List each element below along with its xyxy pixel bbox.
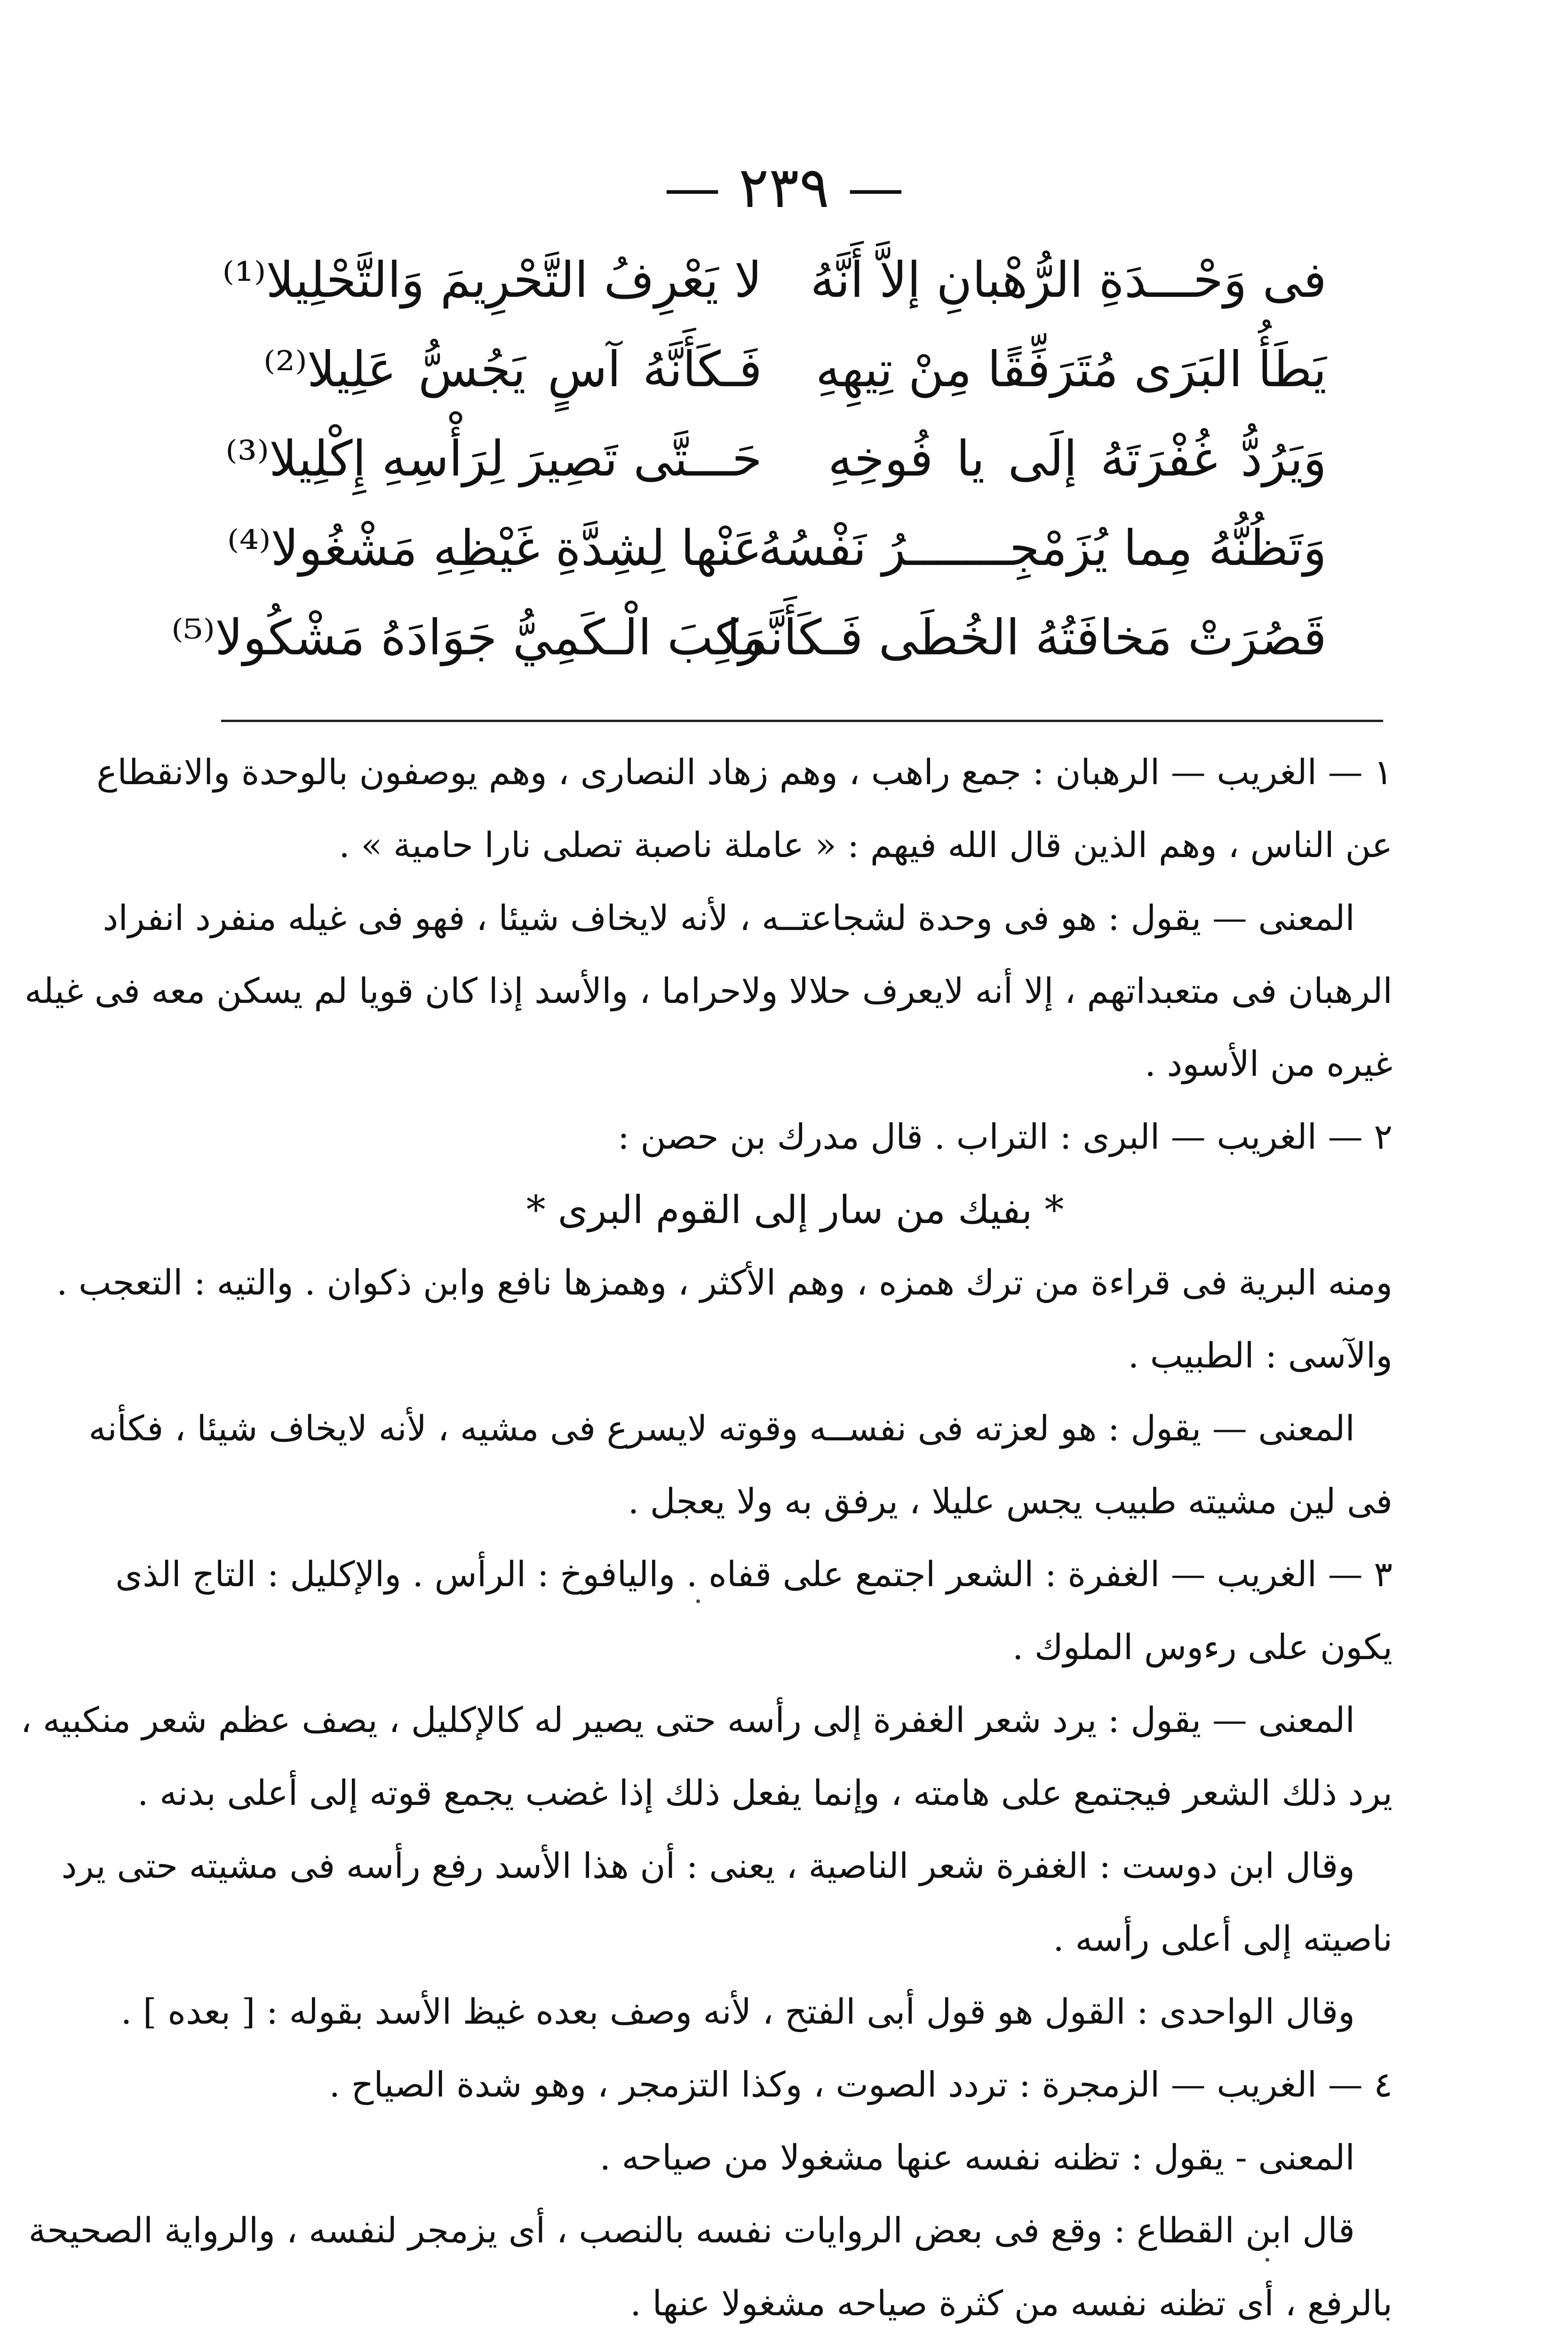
note-line — [198, 2340, 1393, 2352]
note-line: ومنه البرية فى قراءة من ترك همزه ، وهم الأكثر ، وهمزها نافع وابن ذكوان . والتيه : التعجب . — [56, 1263, 1393, 1303]
poem-verses — [171, 235, 1327, 682]
note-line: فى لين مشيته طبيب يجس عليلا ، يرفق به ولا يعجل . — [628, 1481, 1393, 1522]
note-line: ٢ — الغريب — البرى : التراب . قال مدرك بن حصن : — [617, 1117, 1393, 1157]
note-line: والآسى : الطبيب . — [1128, 1335, 1393, 1376]
page-number: — ٢٣٩ — — [664, 155, 904, 221]
note-line: يرد ذلك الشعر فيجتمع على هامته ، وإنما يفعل ذلك إذا غضب يجمع قوته إلى أعلى بدنه . — [137, 1773, 1393, 1813]
note-line: عن الناس ، وهم الذين قال الله فيهم : « عاملة ناصبة تصلى نارا حامية » . — [339, 825, 1393, 866]
verse-3 — [225, 414, 1327, 503]
verse-2 — [263, 325, 1327, 414]
note-line: ناصيته إلى أعلى رأسه . — [1053, 1919, 1393, 1959]
note-line: غيره من الأسود . — [1145, 1044, 1393, 1084]
verse-5-first-hemistich: قَصُرَتْ مَخافَتُهُ الخُطَى فَـكَأَنَّما — [726, 609, 1327, 666]
note-line: ٤ — الغريب — الزمجرة : تردد الصوت ، وكذا التزمجر ، وهو شدة الصياح . — [329, 2065, 1393, 2105]
print-speck — [696, 1599, 700, 1603]
verse-5-second-hemistich: رَكِبَ الْـكَمِيُّ جَوَادَهُ مَشْكُولا⁽⁵⁾ — [171, 609, 762, 666]
note-line: المعنى — يقول : يرد شعر الغفرة إلى رأسه حتى يصير له كالإكليل ، يصف عظم شعر منكبيه ، — [20, 1700, 1355, 1740]
verse-2-first-hemistich: يَطَأُ البَرَى مُتَرَفِّقًا مِنْ تِيهِهِ — [815, 341, 1327, 398]
verse-3-first-hemistich: وَيَرُدُّ غُفْرَتَهُ إلَى يا فُوخِهِ — [828, 430, 1327, 487]
note-line: الرهبان فى متعبداتهم ، إلا أنه لايعرف حلالا ولاحراما ، والأسد إذا كان قويا لم يسكن معه فى غيله — [24, 971, 1393, 1011]
note-line: المعنى — يقول : هو لعزته فى نفســه وقوته لايسرع فى مشيه ، لأنه لايخاف شيئا ، فكأنه — [88, 1408, 1355, 1449]
verse-1 — [222, 235, 1327, 325]
footnote-divider — [221, 720, 1383, 722]
note-line: ١ — الغريب — الرهبان : جمع راهب ، وهم زهاد النصارى ، وهم يوصفون بالوحدة والانقطاع — [96, 752, 1393, 793]
quoted-verse: * بفيك من سار إلى القوم البرى * — [526, 1188, 1064, 1232]
note-line: بالرفع ، أى تظنه نفسه من كثرة صياحه مشغولا عنها . — [630, 2283, 1393, 2324]
verse-1-second-hemistich: لا يَعْرِفُ التَّحْرِيمَ وَالتَّحْلِيلا⁽¹⁾ — [222, 251, 762, 309]
verse-4 — [227, 503, 1327, 593]
note-line: المعنى - يقول : تظنه نفسه عنها مشغولا من صياحه . — [599, 2137, 1355, 2178]
verse-3-second-hemistich: حَـــتَّى تَصِيرَ لِرَأْسِهِ إِكْلِيلا⁽³⁾ — [225, 430, 762, 487]
commentary-notes — [20, 736, 1393, 2352]
verse-4-first-hemistich: وَتَظُنُّهُ مِما يُزَمْجِـــــــرُ نَفْسُهُ — [758, 519, 1327, 577]
verse-1-first-hemistich: فى وَحْـــدَةِ الرُّهْبانِ إلاَّ أَنَّهُ — [810, 251, 1327, 309]
note-line: قال ابن القطاع : وقع فى بعض الروايات نفسه بالنصب ، أى يزمجر لنفسه ، والرواية الصحيحة — [28, 2210, 1355, 2251]
print-speck — [1266, 2258, 1269, 2262]
note-line: وقال الواحدى : القول هو قول أبى الفتح ، لأنه وصف بعده غيظ الأسد بقوله : [ بعده ] . — [120, 1992, 1355, 2032]
verse-2-second-hemistich: فَـكَأَنَّهُ آسٍ يَجُسُّ عَلِيلا⁽²⁾ — [263, 341, 762, 398]
note-line: وقال ابن دوست : الغفرة شعر الناصية ، يعنى : أن هذا الأسد رفع رأسه فى مشيته حتى يرد — [61, 1846, 1355, 1886]
verse-5 — [171, 593, 1327, 682]
note-line: يكون على رءوس الملوك . — [1012, 1627, 1393, 1668]
note-line: ٣ — الغريب — الغفرة : الشعر اجتمع على قفاه . واليافوخ : الرأس . والإكليل : التاج الذى — [115, 1554, 1393, 1595]
note-line: المعنى — يقول : هو فى وحدة لشجاعتــه ، لأنه لايخاف شيئا ، فهو فى غيله منفرد انفراد — [103, 898, 1355, 938]
verse-4-second-hemistich: عَنْها لِشِدَّةِ غَيْظِهِ مَشْغُولا⁽⁴⁾ — [227, 519, 762, 577]
